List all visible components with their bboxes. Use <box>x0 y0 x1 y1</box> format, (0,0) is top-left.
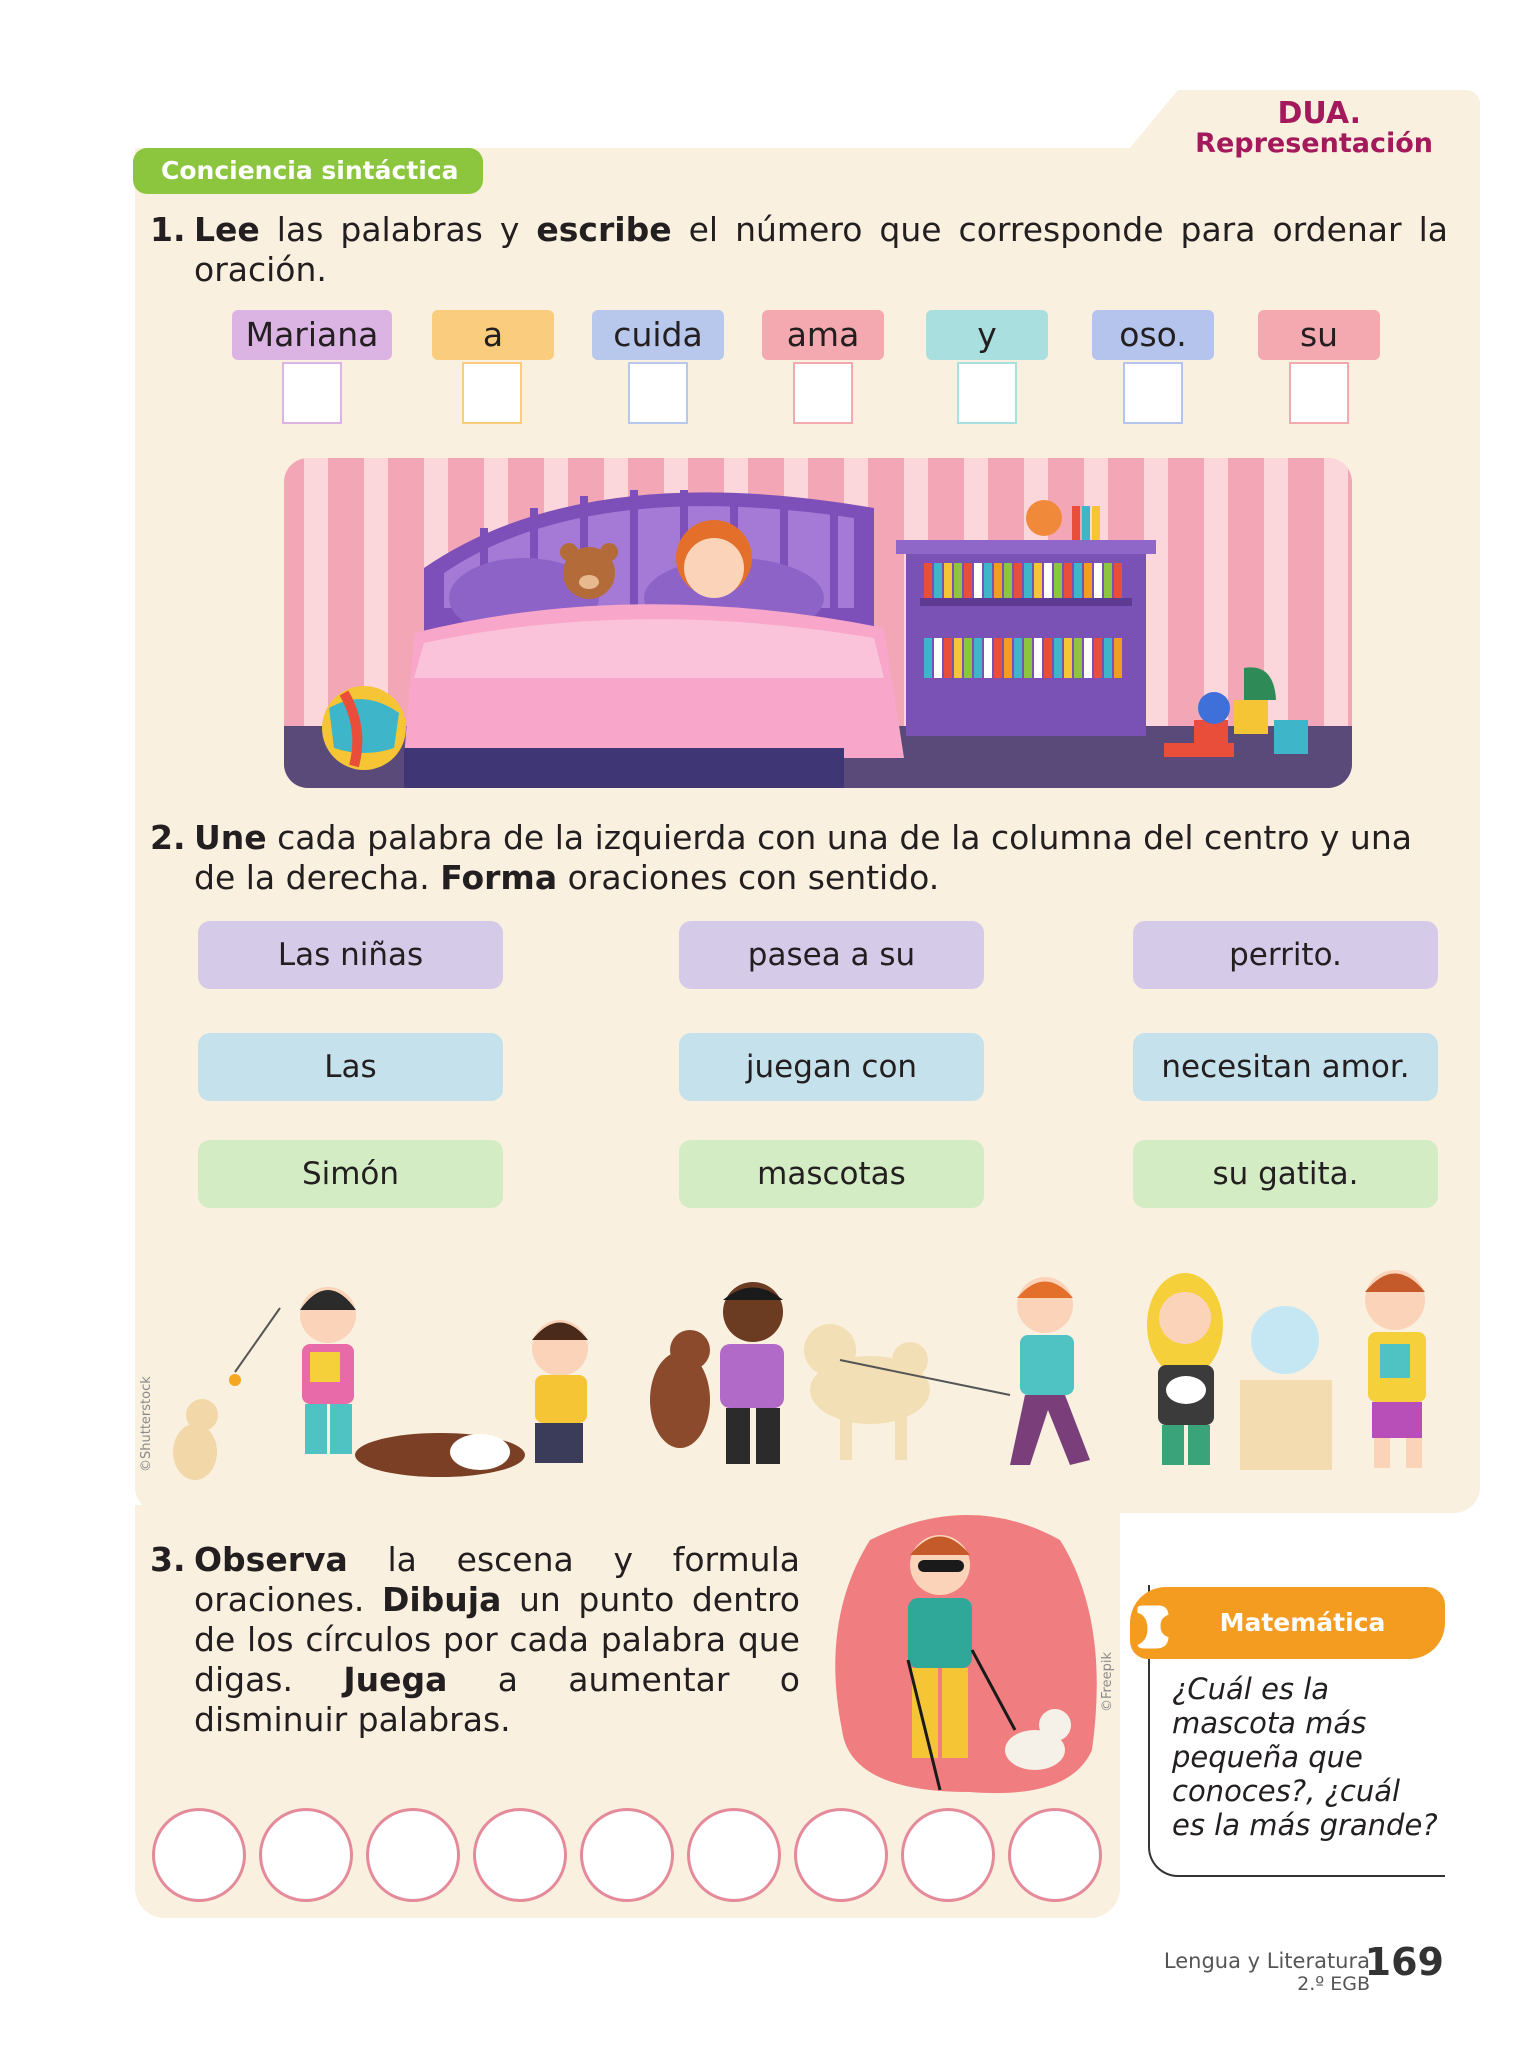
question-2 <box>150 818 1448 898</box>
dua-title: DUA. <box>1277 96 1361 131</box>
word-card[interactable]: necesitan amor. <box>1133 1033 1438 1101</box>
verb-forma: Forma <box>440 858 558 897</box>
number-input-box[interactable] <box>957 362 1017 424</box>
dua-subtitle: Representación <box>1195 128 1433 159</box>
verb-dibuja: Dibuja <box>381 1580 502 1619</box>
word-tag: ama <box>762 310 884 360</box>
word-tag: a <box>432 310 554 360</box>
number-input-box[interactable] <box>1123 362 1183 424</box>
footer-subject: Lengua y Literatura <box>1163 1949 1370 1973</box>
page-number: 169 <box>1364 1940 1444 1984</box>
number-input-box[interactable] <box>462 362 522 424</box>
word-tag: y <box>926 310 1048 360</box>
verb-lee: Lee <box>194 210 260 249</box>
instruction-text: a aumentar o disminuir palabras. <box>194 1660 800 1739</box>
word-count-circle[interactable] <box>259 1808 353 1902</box>
instruction-text: cada palabra de la izquierda con una de la columna del centro y una de la derecha. <box>194 818 1412 897</box>
number-input-box[interactable] <box>282 362 342 424</box>
instruction-text: oraciones con sentido. <box>557 858 940 897</box>
instruction-text: la escena y formula oraciones. <box>194 1540 800 1619</box>
number-input-box[interactable] <box>793 362 853 424</box>
word-count-circle[interactable] <box>794 1808 888 1902</box>
word-card[interactable]: juegan con <box>679 1033 984 1101</box>
verb-une: Une <box>194 818 267 857</box>
verb-observa: Observa <box>194 1540 348 1579</box>
bedroom-illustration <box>284 458 1352 788</box>
instruction-text: las palabras y <box>259 210 537 249</box>
number-input-box[interactable] <box>1289 362 1349 424</box>
word-card[interactable]: pasea a su <box>679 921 984 989</box>
word-tag: oso. <box>1092 310 1214 360</box>
instruction-text: un punto dentro de los círculos por cada palabra que digas. <box>194 1580 800 1699</box>
question-number: 2. <box>150 818 186 857</box>
question-1 <box>150 210 1448 290</box>
number-input-box[interactable] <box>628 362 688 424</box>
question-number: 3. <box>150 1540 186 1579</box>
word-count-circle[interactable] <box>366 1808 460 1902</box>
word-count-circle[interactable] <box>580 1808 674 1902</box>
verb-juega: Juega <box>343 1660 448 1699</box>
word-count-circle[interactable] <box>901 1808 995 1902</box>
word-count-circle[interactable] <box>152 1808 246 1902</box>
question-3 <box>150 1540 800 1740</box>
word-card[interactable]: su gatita. <box>1133 1140 1438 1208</box>
word-card[interactable]: mascotas <box>679 1140 984 1208</box>
word-card[interactable]: Simón <box>198 1140 503 1208</box>
kids-with-pets-illustration <box>150 1240 1440 1485</box>
word-card[interactable]: perrito. <box>1133 921 1438 989</box>
section-tag: Conciencia sintáctica <box>133 148 483 194</box>
footer-grade: 2.º EGB <box>1297 1973 1370 1995</box>
word-card[interactable]: Las niñas <box>198 921 503 989</box>
photo-credit: ©Freepik <box>1100 1652 1115 1712</box>
word-count-circle[interactable] <box>1008 1808 1102 1902</box>
word-tag: Mariana <box>232 310 392 360</box>
boy-with-guide-dog-illustration <box>830 1500 1110 1795</box>
instruction-text: el número que corresponde para ordenar la oración. <box>194 210 1448 289</box>
word-count-circle[interactable] <box>473 1808 567 1902</box>
verb-escribe: escribe <box>536 210 672 249</box>
photo-credit: ©Shutterstock <box>139 1376 154 1472</box>
question-number: 1. <box>150 210 186 249</box>
word-tag: cuida <box>592 310 724 360</box>
word-count-circle[interactable] <box>687 1808 781 1902</box>
word-card[interactable]: Las <box>198 1033 503 1101</box>
puzzle-piece-icon <box>1130 1600 1180 1658</box>
math-header: Matemática <box>1130 1587 1445 1659</box>
word-tag: su <box>1258 310 1380 360</box>
math-question: ¿Cuál es la mascota más pequeña que conoces?, ¿cuál es la más grande? <box>1172 1672 1438 1842</box>
